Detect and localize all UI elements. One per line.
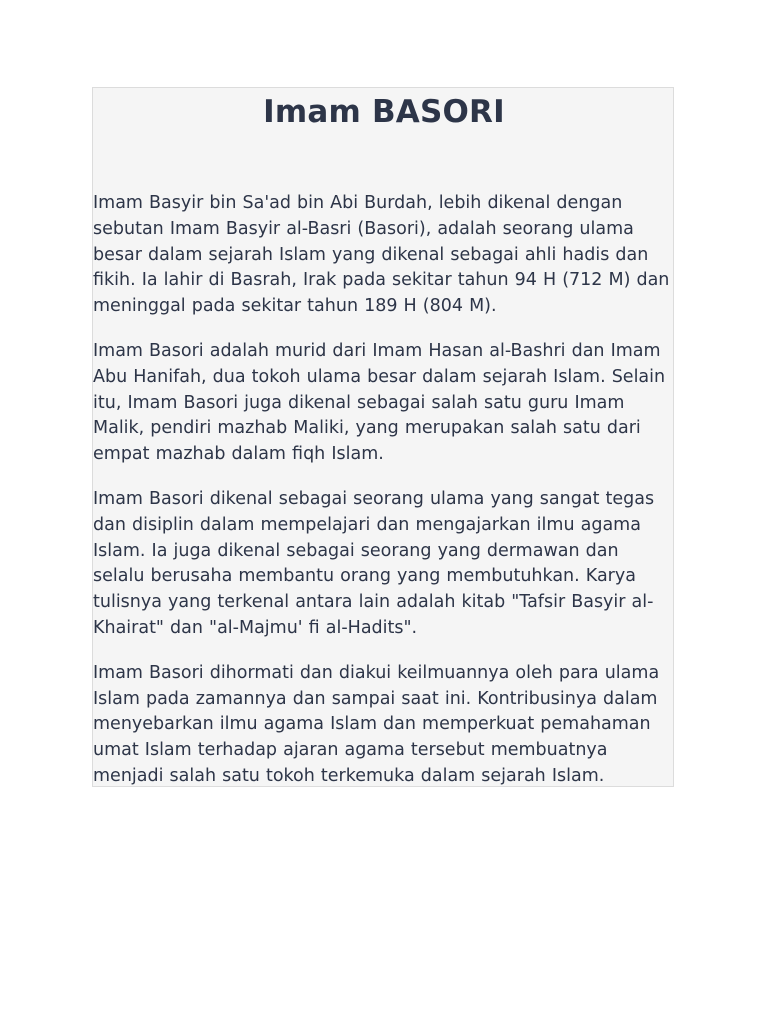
paragraph-4: Imam Basori dihormati dan diakui keilmuannya oleh para ulama Islam pada zamannya dan sampai saat ini. Kontribusinya dalam menyebarkan ilmu agama Islam dan memperkuat pemahaman umat Islam terhadap ajaran agama tersebut membuatnya menjadi salah satu tokoh terkemuka dalam sejarah Islam. bbox=[93, 662, 660, 786]
paragraph-3: Imam Basori dikenal sebagai seorang ulama yang sangat tegas dan disiplin dalam mempelajari dan mengajarkan ilmu agama Islam. Ia juga dikenal sebagai seorang yang dermawan dan selalu berusaha membantu orang yang membutuhkan. Karya tulisnya yang terkenal antara lain adalah kitab "Tafsir Basyir al-Khairat" dan "al-Majmu' fi al-Hadits". bbox=[93, 488, 655, 638]
paragraph-1: Imam Basyir bin Sa'ad bin Abi Burdah, lebih dikenal dengan sebutan Imam Basyir al-Basri (Basori), adalah seorang ulama besar dalam sejarah Islam yang dikenal sebagai ahli hadis dan fikih. Ia lahir di Basrah, Irak pada sekitar tahun 94 H (712 M) dan meninggal pada sekitar tahun 189 H (804 M). bbox=[93, 193, 670, 317]
paragraph-2: Imam Basori adalah murid dari Imam Hasan al-Bashri dan Imam Abu Hanifah, dua tokoh ulama besar dalam sejarah Islam. Selain itu, Imam Basori juga dikenal sebagai salah satu guru Imam Malik, pendiri mazhab Maliki, yang merupakan salah satu dari empat mazhab dalam fiqh Islam. bbox=[93, 340, 666, 465]
article-body bbox=[93, 191, 675, 809]
page-title: Imam BASORI bbox=[263, 94, 505, 130]
